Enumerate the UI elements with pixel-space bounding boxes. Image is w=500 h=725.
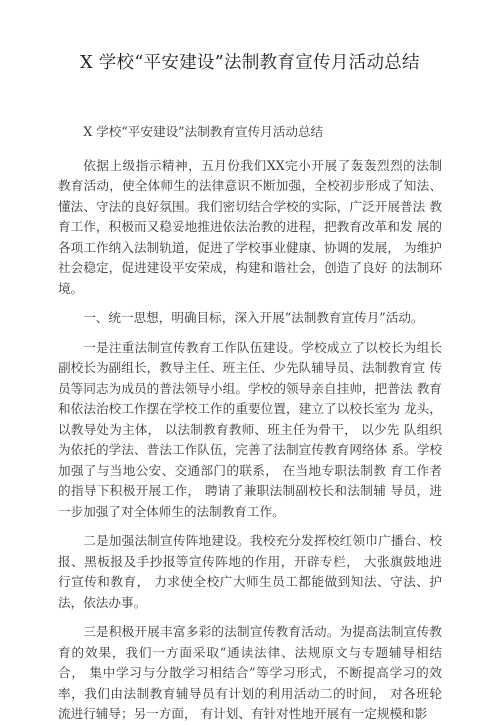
document-body: [58, 122, 442, 725]
document-subtitle: X 学校“平安建设”法制教育宣传月活动总结: [83, 124, 324, 139]
paragraph-activities: 三是积极开展丰富多彩的法制宣传教育活动。为提高法制宣传教 育的效果，我们一方面采取“通读法律、法规原文与专题辅导相结 合， 集中学习与分散学习相结合”等学习形式，不断提高学习的效 率，我们由法制教育辅导员有计划的利用活动二的时间， 对各班轮 流进行辅导；另一方面， 有计划、有针对性地开展有一定规模和影: [58, 624, 442, 721]
section-heading-1: 一、统一思想，明确目标，深入开展“法制教育宣传月”活动。: [83, 310, 424, 325]
paragraph-team-building: 一是注重法制宣传教育工作队伍建设。学校成立了以校长为组长 副校长为副组长，教导主任、班主任、少先队辅导员、法制教育宣 传员等同志为成员的普法领导小组。学校的领导亲自挂帅，把普法 教育和依法治校工作摆在学校工作的重要位置，建立了以校长室为 龙头，以教导处为主体， 以法制教育教师、班主任为骨干， 以少先 队组织为依托的学法、普法工作队伍，完善了法制宣传教育网络体 系。学校加强了与当地公安、交通部门的联系， 在当地专职法制教 育工作者的指导下积极开展工作， 聘请了兼职法制副校长和法制辅 导员，进一步加强了对全体师生的法制教育工作。: [58, 339, 442, 519]
paragraph-publicity-positions: 二是加强法制宣传阵地建设。我校充分发挥校红领巾广播台、校 报、黑板报及手抄报等宣传阵地的作用，开辟专栏， 大张旗鼓地进 行宣传和教育， 力求使全校广大师生员工都能做到知法、守法、护 法，依法办事。: [58, 533, 442, 610]
document-title: X 学校“平安建设”法制教育宣传月活动总结: [80, 53, 420, 73]
paragraph-intro: 依据上级指示精神，五月份我们XX完小开展了轰轰烈烈的法制 教育活动，使全体师生的法律意识不断加强，全校初步形成了知法、 懂法、守法的良好氛围。我们密切结合学校的实际，广泛开展普法 教育工作，积极而又稳妥地推进依法治教的进程，把教育改革和发 展的各项工作纳入法制轨道，促进了学校事业健康、协调的发展， 为维护社会稳定，促进建设平安荣成，构建和谐社会，创造了良好 的法制环境。: [58, 157, 442, 296]
